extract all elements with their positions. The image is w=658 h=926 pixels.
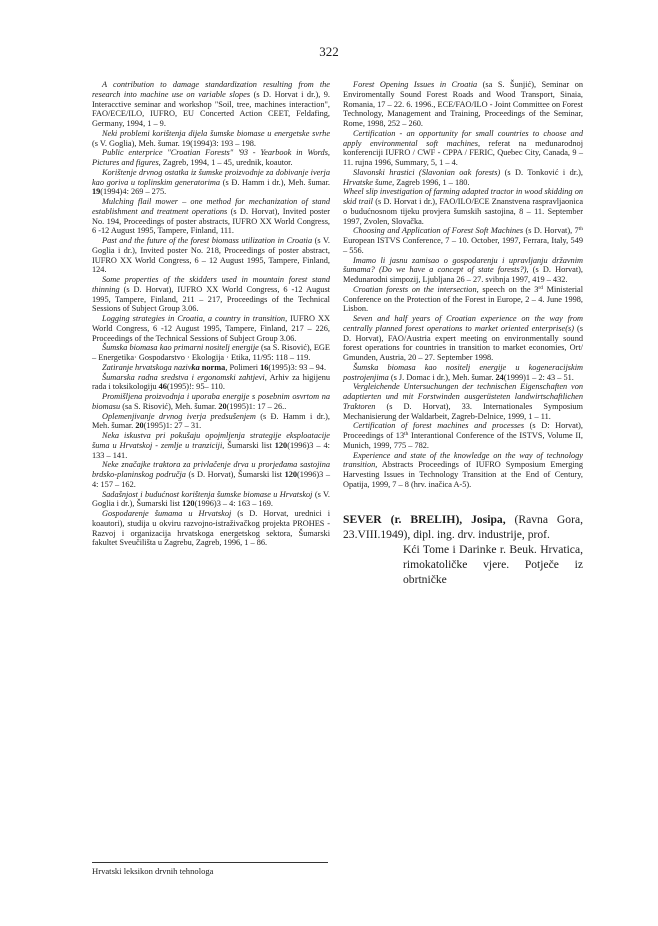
bibliography-entry [92,363,330,373]
entry-title: Šumarska radna sredstva i ergonomski zahtjevi, [102,372,267,382]
footer-text: Hrvatski leksikon drvnih tehnologa [92,866,214,876]
entry-details: (sa S. Risović), Meh. šumar. [120,401,219,411]
biography-intro: (Ravna Gora, 23.VIII.1949), dipl. ing. drv. industrije, prof. [343,512,583,541]
entry-title: A contribution to damage standardization resulting from the research into machine use on variable slopes [92,80,330,99]
biography-name: SEVER (r. BRELIH), Josipa, [343,512,506,526]
bibliography-entry [343,80,583,129]
entry-volume: 46 [158,382,167,392]
entry-title: Promišljena proizvodnja i uporaba energije s posebnim osvrtom na biomasu [92,392,330,411]
entry-volume: 120 [284,470,298,479]
entry-details: (s D. Horvat), IUFRO XX World Congress, 6 -12 August 1995, Tampere, Finland, 211 – 217, Proceedings of the Technical Sessions of Subject Group 3.06. [92,284,330,314]
entry-title: Sadašnjost i budućnost korištenja šumske biomase u Hrvatskoj [102,489,313,499]
entry-details: (s D. Horvat), 33. Internationales Symposium Mechanisierung der Waldarbeit, Zagreb-Delnice, 1999, 1 – 11. [343,401,583,421]
entry-volume: 19 [92,187,101,197]
entry-volume: 20 [135,421,144,431]
bibliography-entry [92,392,330,412]
bibliography-entry [343,314,583,363]
bibliography-entry [92,460,330,489]
biography-entry [343,512,583,587]
entry-details: (s J. Domac i dr.), Meh. šumar. [388,372,496,382]
entry-volume: norma [201,362,226,372]
bibliography-entry [343,168,583,188]
entry-title: Seven and half years of Croatian experience on the way from centrally planned forest operations to market oriented enterprise(s) [343,314,583,333]
entry-title: Zatiranje hrvatskoga naziv [102,362,192,372]
entry-details: (1996)3 – 4: 163 – 169. [194,499,273,509]
entry-details: (1994)4: 269 – 275. [100,187,167,197]
bibliography-entry [92,509,330,548]
entry-details: (sa S. Šunjić), Seminar on Enviromentally Sound Forest Roads and Wood Transport, Sinaia, Romania, 17 – 22. 6. 1996., ECE/FAO/ILO - Joint Committee on Forest Technology, Management and Training, Proceedings of the Seminar, Rome, 1998, 252 – 260. [343,80,583,128]
entry-details: (1995)1: 27 – 31. [143,421,202,431]
entry-details: (s D. Horvat), 7 [523,226,579,236]
entry-details: (1995)!: 95– 110. [166,382,225,392]
entry-title: Imamo li jasnu zamisao o gospodarenju i upravljanju državnim šumama? (Do we have a concept of state forests?), [343,255,583,275]
entry-details: (s Đ. Hamm i dr.), Meh. šumar. [220,177,330,187]
entry-details: (s D. Horvat i dr.), FAO/ILO/ECE Znanstvena raspravljaonica o budućnosnom tijeku provjera šumskih sastojina, 8 – 11. September 1997, Zvolen, Slovačka. [343,197,583,226]
entry-details: Arhiv za higijenu rada i toksikologiju [92,372,330,392]
entry-details: IUFRO XX World Congress, 6 -12 August 1995, Tampere, Finland, 217 – 226, Proceedings of the Technical Sessions of Subject Group 3.06. [92,314,331,343]
bibliography-entry [92,343,330,363]
entry-title: Past and the future of the forest biomass utilization in Croatia [102,236,313,245]
bibliography-entry [92,490,330,510]
entry-details: (1999)1 – 2: 43 – 51. [503,372,574,382]
entry-details: Abstracts Proceedings of IUFRO Symposium Emerging Harvesting Issues in Technology Transition at the End of Century, Opatija, 1999, 7 – 8 (hrv. inačica A-5). [343,460,583,489]
entry-details: (sa S. Risović), EGE – Energetika· Gospodarstvo · Ekologija · Etika, 11/95: 118 – 119. [92,343,330,362]
entry-volume: 20 [218,401,227,411]
entry-details: (s D. Horvat, urednici i koautori), studija u okviru razvojno-istraživačkog projekta PROHES - Razvoj i organizacija hrvatskoga energetskog sektora, Šumarski fakultet Sveučilišta u Zagrebu, Zagreb, 1996, 1 – 86. [92,509,331,548]
entry-details: Ministerial Conference on the Protection of the Forest in Europe, 2 – 4. June 1998, Lisbon. [343,284,584,314]
entry-details: (s D: Horvat), Proceedings of 13 [343,421,583,440]
bibliography-entry [343,451,583,490]
bibliography-entry [92,412,330,432]
bibliography-column-left [92,80,330,548]
bibliography-entry [343,285,583,314]
entry-details: (s D. Horvat), Šumarski list [185,470,285,479]
bibliography-entry [92,236,330,275]
entry-details: (1996)3 – 4: 157 – 162. [92,470,330,489]
entry-superscript: th [578,226,583,233]
entry-title: Neka iskustva pri pokušaju opojmljenja strategije eksploatacije šuma u Hrvatskoj - zemlje u tranziciji, [92,431,330,450]
bibliography-entry [343,129,583,168]
entry-superscript: th [404,431,409,437]
bibliography-column-right [343,80,583,587]
bibliography-entry [343,363,583,383]
entry-title: Mulching flail mower – one method for mechanization of stand establishment and treatment operations [92,197,330,216]
entry-title: Gospodarenje šumama u Hrvatskoj [102,509,232,518]
entry-details: (s D. Tonković i dr.), [500,167,583,177]
entry-title: Public enterprice "Croatian Forests" '93 - Yearbook in Words, Pictures and figures, [92,148,330,167]
entry-title: Šumska biomasa kao nositelj energije u kogeneracijskim postrojenjima [343,362,583,382]
entry-details: (1996)3 – 4: 133 – 141. [92,440,330,460]
entry-details: , Zagreb 1996, 1 – 180. [392,177,470,187]
bibliography-entry [92,148,330,168]
entry-title: Certification - an opportunity for small countries to choose and apply environmental soft machines, [343,128,583,148]
entry-title-bold: ka [191,362,200,372]
entry-title: Vergleichende Untersuchungen der technischen Eigenschaften von adaptierten und mit Forstwinden ausgerüsteten landwirtschaftlichen Traktoren [343,382,583,411]
bibliography-entry [343,187,583,226]
entry-volume: 24 [495,372,504,382]
entry-title: Neke značajke traktora za privlačenje drva u prorjeđama sastojina brdsko-planinskog područja [92,460,330,479]
bibliography-entry [92,314,330,343]
entry-title: Slavonski hrastici (Slavonian oak forests) [353,167,501,177]
bibliography-entry [92,373,330,393]
entry-title: Certification of forest machines and processes [353,421,525,431]
entry-details: (s D. Horvat), FAO/Austria expert meeting on environmentally sound forest operations for countries in transition to market economies, Ort/ Gmunden, Austria, 20 – 27. September 1998. [343,323,583,362]
entry-details: (s V. Goglia), Meh. šumar. 19(1994)3: 193 – 198. [92,138,257,148]
entry-details: Šumarski list [224,440,275,450]
entry-volume: 120 [182,499,195,509]
page-number: 322 [319,44,339,59]
right-entries [343,80,583,490]
entry-volume: 16 [260,362,269,372]
entry-title: Korištenje drvnog ostatka iz šumske proizvodnje za dobivanje iverja kao goriva u toplinskim generatorima [92,167,330,187]
entry-title: Choosing and Application of Forest Soft Machines [353,226,524,236]
bibliography-entry [343,421,583,450]
bibliography-entry [343,226,583,255]
bibliography-entry [343,256,583,285]
bibliography-entry [92,129,330,149]
bibliography-entry [92,80,330,129]
entry-details: (s D. Horvat i dr.), 9. Interacctive seminar and workshop "Soil, tree, machines interaction", FAO/ECE/ILO, IUFRO, EU Concerted Action CEET, Feldafing, Germany, 1994, 1 – 9. [92,89,330,128]
bibliography-entry [343,382,583,421]
entry-details: (s D. Horvat), Međunarodni simpozij, Ljubljana 26 – 27. svibnja 1997, 419 – 432. [343,265,583,284]
entry-details: (s D. Horvat), Invited poster No. 194, Proceedings of poster abstracts, IUFRO XX World Congress, 6 -12 August 1995, Tampere, Finland, 111. [92,206,330,236]
entry-details: , Polimeri [225,362,261,372]
entry-details: (s Đ. Hamm i dr.), Meh. šumar. [92,411,330,431]
entry-details: (1995)3: 93 – 94. [268,362,327,372]
entry-title: Neki problemi korištenja dijela šumske biomase u energetske svrhe [102,128,330,138]
entry-title: Croatian forests on the intersection, [353,284,479,294]
entry-volume: 120 [274,440,288,450]
footer-rule [92,862,328,863]
bibliography-entry [92,275,330,314]
entry-details: (s V. Goglia i dr.), Invited poster No. 218, Proceedings of poster abstract, IUFRO XX World Congress, 6 – 12 August 1995, Tampere, Finland, 124. [92,236,330,275]
entry-title: Experience and state of the knowledge on the way of technology transition, [343,450,583,470]
entry-details: European ISTVS Conference, 7 – 10. October, 1997, Ferrara, Italy, 549 – 556. [343,236,583,255]
entry-title: Šumska biomasa kao primarni nositelj energije [102,343,259,353]
entry-details: Zagreb, 1994, 1 – 45, urednik, koautor. [160,158,293,167]
bibliography-entry [92,168,330,197]
entry-details: (1995)1: 17 – 26.. [226,401,287,411]
entry-details: Interantional Conference of the ISTVS, Volume II, Munich, 1999, 775 – 782. [343,431,583,450]
bibliography-entry [92,431,330,460]
entry-title: Some properties of the skidders used in mountain forest stand thinning [92,275,330,294]
entry-details: speech on the 3 [478,284,539,294]
entry-title: Hrvatske šume [343,177,393,187]
biography-family: Kći Tome i Darinke r. Beuk. Hrvatica, rimokatoličke vjere. Potječe iz obrtničke [403,542,583,586]
entry-title: Forest Opening Issues in Croatia [353,80,478,89]
entry-details: (s V. Goglia i dr.), Šumarski list [92,489,330,509]
entry-superscript: rd [538,284,543,291]
entry-title: Wheel slip investigation of farming adapted tractor in wood skidding on skid trail [343,187,583,206]
entry-details: referat na međunarodnoj konferenciji IUFRO / CWF - CPPA / FERIC, Quebec City, Canada, 9 – 11. rujna 1996, Summary, 5, 1 – 4. [343,138,584,167]
bibliography-entry [92,197,330,236]
entry-title: Oplemenjivanje drvnog iverja predsušenjem [102,411,256,421]
entry-title: Logging strategies in Croatia, a country in transition, [102,314,288,323]
